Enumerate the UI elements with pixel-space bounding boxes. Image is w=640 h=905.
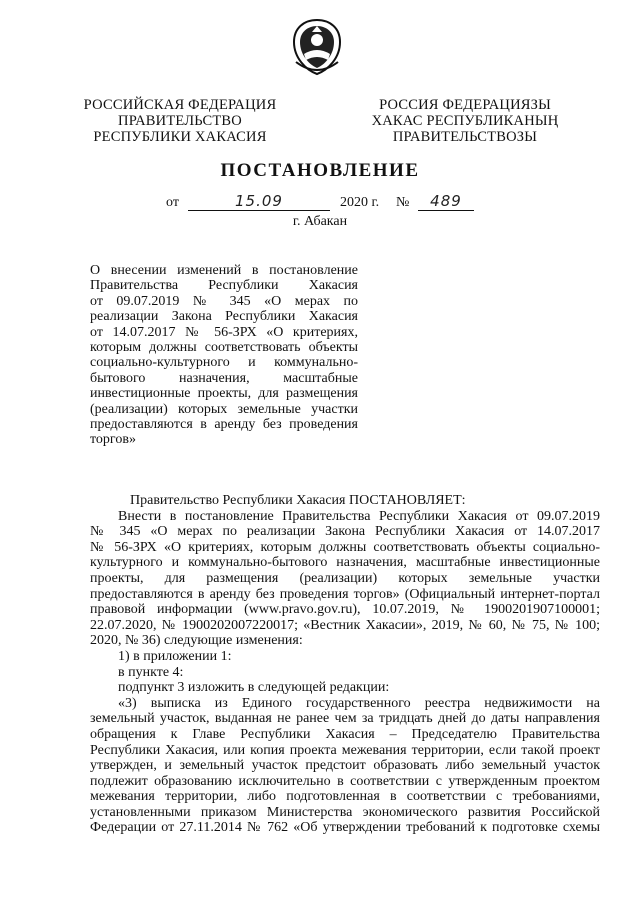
document-body [90, 493, 600, 836]
subject-line: инвестиционные проекты, для размещения [90, 386, 358, 402]
header-left-line: РЕСПУБЛИКИ ХАКАСИЯ [93, 129, 267, 145]
subject-line: предоставляются в аренду без проведения [90, 417, 358, 433]
date-prefix: от [166, 195, 179, 210]
quote-line: обращения к Главе Республики Хакасия – Председателю Правительства [90, 726, 600, 742]
subject-line: реализации Закона Республики Хакасия [90, 309, 358, 325]
body-line: № 345 «О мерах по реализации Закона Республики Хакасия от 14.07.2017 [90, 524, 600, 540]
header-right-line: РОССИЯ ФЕДЕРАЦИЯЗЫ [379, 97, 551, 113]
quote-line: Республики Хакасия, или копия проекта межевания территории, если такой проект [90, 742, 600, 758]
body-line: № 56-ЗРХ «О критериях, которым должны соответствовать объекты социально- [90, 539, 600, 555]
subject-line: О внесении изменений в постановление [90, 263, 358, 278]
city: г. Абакан [292, 214, 348, 229]
quote-line: земельный участок, выданная не ранее чем за тридцать дней до даты направления [90, 711, 600, 727]
subject-line: торгов» [90, 432, 136, 448]
subject-line: от 14.07.2017 № 56-ЗРХ «О критериях, [90, 324, 358, 340]
header-left-line: ПРАВИТЕЛЬСТВО [118, 113, 242, 129]
quote-line: подлежит образованию исключительно в соответствии с утвержденным проектом [90, 773, 600, 789]
header-right-line: ПРАВИТЕЛЬСТВОЗЫ [392, 129, 538, 145]
body-line: 2020, № 36) следующие изменения: [90, 633, 303, 649]
list-item: в пункте 4: [118, 664, 184, 680]
body-line: 22.07.2020, № 1900202007220017; «Вестник Хакасии», 2019, № 60, № 75, № 100; [90, 617, 600, 633]
body-line: проекты, для размещения (реализации) которых земельные участки [90, 570, 600, 586]
quote-line: «3) выписка из Единого государственного реестра недвижимости на [118, 695, 600, 711]
handwritten-number: 489 [418, 192, 474, 211]
quote-line: Федерации от 27.11.2014 № 762 «Об утверждении требований к подготовке схемы [90, 820, 600, 836]
body-line: предоставляются в аренду без проведения торгов» (Официальный интернет-портал [90, 586, 600, 602]
handwritten-date: 15.09 [188, 192, 330, 211]
document-title: ПОСТАНОВЛЕНИЕ [220, 160, 420, 181]
number-sign: № [396, 195, 410, 210]
date-year: 2020 г. [340, 195, 380, 210]
quote-line: утвержден, и земельный участок предстоит образовать либо земельный участок [90, 758, 600, 774]
list-item: 1) в приложении 1: [118, 648, 232, 664]
subject-line: которым должны соответствовать объекты [90, 340, 358, 356]
subject-line: социально-культурного и коммунально- [90, 355, 358, 371]
body-line: Внести в постановление Правительства Республики Хакасия от 09.07.2019 [118, 508, 600, 524]
header-right [370, 97, 560, 145]
quote-line: установленными приказом Министерства экономического развития Российской [90, 804, 600, 820]
list-item: подпункт 3 изложить в следующей редакции: [118, 680, 390, 696]
header-left-line: РОССИЙСКАЯ ФЕДЕРАЦИЯ [83, 97, 277, 113]
subject-line: от 09.07.2019 № 345 «О мерах по [90, 293, 358, 309]
resolves-line: Правительство Республики Хакасия ПОСТАНОВЛЯЕТ: [130, 493, 466, 508]
document-subject [90, 263, 358, 448]
coat-of-arms-icon [290, 18, 344, 76]
subject-line: Правительства Республики Хакасия [90, 278, 358, 294]
header-right-line: ХАКАС РЕСПУБЛИКАНЫҢ [371, 113, 559, 129]
body-line: правовой информации (www.pravo.gov.ru), 10.07.2019, № 1900201907100001; [90, 602, 600, 618]
body-line: культурного и коммунально-бытового назначения, масштабные инвестиционные [90, 555, 600, 571]
header-left [80, 97, 280, 145]
subject-line: бытового назначения, масштабные [90, 370, 358, 386]
subject-line: (реализации) которых земельные участки [90, 401, 358, 417]
quote-line: межевания территории, либо подготовленная в соответствии с требованиями, [90, 789, 600, 805]
